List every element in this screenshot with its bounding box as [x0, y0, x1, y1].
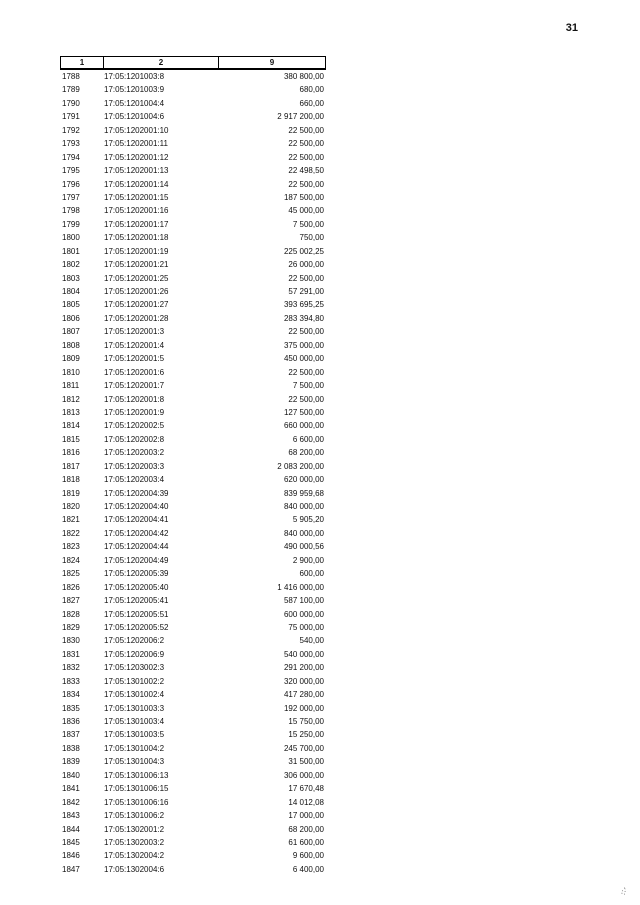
- amount-value: 22 500,00: [288, 139, 324, 149]
- cadastral-number: 17:05:1301002:4: [104, 690, 165, 700]
- row-number: 1838: [62, 743, 80, 753]
- amount-value: 680,00: [299, 85, 324, 95]
- cadastral-number: 17:05:1302004:2: [104, 851, 165, 861]
- amount-value: 450 000,00: [283, 354, 324, 364]
- amount-value: 192 000,00: [283, 703, 324, 713]
- row-number: 1795: [62, 166, 80, 176]
- table-row: [60, 446, 326, 459]
- amount-value: 31 500,00: [288, 757, 324, 767]
- table-row: [60, 191, 326, 204]
- table-row: [60, 581, 326, 594]
- cadastral-number: 17:05:1302003:2: [104, 837, 165, 847]
- table-row: [60, 755, 326, 768]
- table-row: [60, 83, 326, 96]
- row-number: 1793: [62, 139, 80, 149]
- row-number: 1806: [62, 313, 80, 323]
- table-row: [60, 164, 326, 177]
- row-number: 1842: [62, 797, 80, 807]
- amount-value: 57 291,00: [288, 287, 324, 296]
- cadastral-number: 17:05:1202001:7: [104, 381, 165, 391]
- row-number: 1836: [62, 717, 80, 726]
- amount-value: 127 500,00: [283, 407, 324, 417]
- row-number: 1841: [62, 784, 80, 794]
- table-row: [60, 728, 326, 741]
- amount-value: 22 500,00: [288, 327, 324, 337]
- cadastral-number: 17:05:1302001:2: [104, 824, 165, 834]
- row-number: 1829: [62, 622, 80, 632]
- table-row: [60, 661, 326, 674]
- amount-value: 2 917 200,00: [277, 112, 324, 122]
- amount-value: 15 750,00: [288, 717, 324, 726]
- table-row: [60, 339, 326, 352]
- cadastral-number: 17:05:1301004:2: [104, 743, 165, 753]
- amount-value: 840 000,00: [283, 502, 324, 511]
- row-number: 1840: [62, 770, 80, 780]
- amount-value: 600 000,00: [283, 609, 324, 619]
- table-row: [60, 419, 326, 432]
- amount-value: 187 500,00: [283, 192, 324, 202]
- table-row: [60, 487, 326, 500]
- cadastral-number: 17:05:1202005:40: [104, 582, 169, 592]
- row-number: 1813: [62, 407, 80, 417]
- cadastral-number: 17:05:1202002:5: [104, 421, 165, 431]
- header-col-9: 9: [269, 58, 275, 67]
- amount-value: 380 800,00: [283, 72, 324, 81]
- cadastral-number: 17:05:1301002:2: [104, 676, 165, 686]
- row-number: 1844: [62, 824, 80, 834]
- amount-value: 68 200,00: [288, 448, 324, 458]
- row-number: 1825: [62, 569, 80, 579]
- amount-value: 306 000,00: [283, 770, 324, 780]
- cadastral-number: 17:05:1202006:2: [104, 636, 165, 646]
- amount-value: 750,00: [299, 233, 324, 243]
- row-number: 1796: [62, 179, 80, 189]
- amount-value: 490 000,56: [283, 542, 324, 552]
- cadastral-number: 17:05:1202005:52: [104, 622, 169, 632]
- cadastral-number: 17:05:1202001:25: [104, 273, 169, 283]
- cadastral-number: 17:05:1202001:19: [104, 246, 169, 256]
- cadastral-number: 17:05:1202001:28: [104, 313, 169, 323]
- amount-value: 6 600,00: [292, 434, 324, 444]
- cadastral-number: 17:05:1301006:16: [104, 797, 169, 807]
- amount-value: 5 905,20: [292, 515, 324, 525]
- row-number: 1792: [62, 125, 80, 135]
- table-row: [60, 231, 326, 244]
- cadastral-number: 17:05:1301006:2: [104, 811, 165, 821]
- row-number: 1845: [62, 837, 80, 847]
- cadastral-number: 17:05:1202004:40: [104, 502, 169, 511]
- table-row: [60, 379, 326, 392]
- cadastral-number: 17:05:1202001:3: [104, 327, 165, 337]
- table-row: [60, 608, 326, 621]
- row-number: 1835: [62, 703, 80, 713]
- table-row: [60, 863, 326, 876]
- amount-value: 22 500,00: [288, 367, 324, 377]
- header-col-1: 1: [61, 57, 104, 68]
- cadastral-number: 17:05:1202004:41: [104, 515, 169, 525]
- row-number: 1790: [62, 98, 80, 108]
- table-row: [60, 648, 326, 661]
- row-number: 1788: [62, 72, 80, 81]
- table-row: [60, 809, 326, 822]
- cadastral-number: 17:05:1202001:21: [104, 260, 169, 270]
- row-number: 1801: [62, 246, 80, 256]
- cadastral-number: 17:05:1202002:8: [104, 434, 165, 444]
- table-row: [60, 742, 326, 755]
- cadastral-number: 17:05:1202003:3: [104, 461, 165, 471]
- row-number: 1827: [62, 596, 80, 606]
- amount-value: 245 700,00: [283, 743, 324, 753]
- row-number: 1846: [62, 851, 80, 861]
- row-number: 1847: [62, 864, 80, 874]
- cadastral-number: 17:05:1202001:10: [104, 125, 169, 135]
- table-row: [60, 352, 326, 365]
- amount-value: 9 600,00: [292, 851, 324, 861]
- amount-value: 7 500,00: [292, 381, 324, 391]
- table-row: [60, 554, 326, 567]
- table-row: [60, 702, 326, 715]
- amount-value: 22 500,00: [288, 394, 324, 404]
- amount-value: 61 600,00: [288, 837, 324, 847]
- table-row: [60, 285, 326, 298]
- row-number: 1791: [62, 112, 80, 122]
- table-row: [60, 325, 326, 338]
- row-number: 1797: [62, 192, 80, 202]
- table-row: [60, 675, 326, 688]
- table-row: [60, 823, 326, 836]
- table-row: [60, 366, 326, 379]
- cadastral-number: 17:05:1201003:9: [104, 85, 165, 95]
- row-number: 1811: [62, 381, 80, 391]
- table-row: [60, 540, 326, 553]
- table-row: [60, 796, 326, 809]
- amount-value: 393 695,25: [283, 300, 324, 310]
- row-number: 1833: [62, 676, 80, 686]
- cadastral-number: 17:05:1202001:18: [104, 233, 169, 243]
- cadastral-number: 17:05:1202004:39: [104, 488, 169, 498]
- amount-value: 22 498,50: [288, 166, 324, 176]
- table-row: [60, 836, 326, 849]
- amount-value: 320 000,00: [283, 676, 324, 686]
- cadastral-number: 17:05:1202001:5: [104, 354, 165, 364]
- cadastral-number: 17:05:1202001:14: [104, 179, 169, 189]
- table-row: [60, 124, 326, 137]
- table-row: [60, 621, 326, 634]
- cadastral-number: 17:05:1202003:4: [104, 475, 165, 485]
- amount-value: 375 000,00: [283, 340, 324, 350]
- cadastral-number: 17:05:1202005:51: [104, 609, 169, 619]
- table-row: [60, 715, 326, 728]
- row-number: 1799: [62, 219, 80, 229]
- amount-value: 2 900,00: [292, 555, 324, 565]
- cadastral-number: 17:05:1201003:8: [104, 72, 165, 81]
- cadastral-number: 17:05:1202001:8: [104, 394, 165, 404]
- row-number: 1807: [62, 327, 80, 337]
- table-row: [60, 97, 326, 110]
- amount-value: 6 400,00: [292, 864, 324, 874]
- row-number: 1800: [62, 233, 80, 243]
- corner-scan-mark: ·:·': [617, 886, 629, 898]
- row-number: 1789: [62, 85, 80, 95]
- amount-value: 660 000,00: [283, 421, 324, 431]
- header-col-2: 2: [104, 57, 219, 68]
- cadastral-number: 17:05:1202001:6: [104, 367, 165, 377]
- cadastral-number: 17:05:1201004:6: [104, 112, 165, 122]
- table-body: [60, 70, 326, 876]
- table-row: [60, 393, 326, 406]
- row-number: 1805: [62, 300, 80, 310]
- table-row: [60, 769, 326, 782]
- table-header: [60, 56, 326, 70]
- table-row: [60, 406, 326, 419]
- row-number: 1821: [62, 515, 80, 525]
- table-row: [60, 473, 326, 486]
- amount-value: 17 670,48: [288, 784, 324, 794]
- row-number: 1839: [62, 757, 80, 767]
- row-number: 1824: [62, 555, 80, 565]
- row-number: 1803: [62, 273, 80, 283]
- table-row: [60, 258, 326, 271]
- cadastral-number: 17:05:1202005:39: [104, 569, 169, 579]
- amount-value: 17 000,00: [288, 811, 324, 821]
- row-number: 1819: [62, 488, 80, 498]
- amount-value: 7 500,00: [292, 219, 324, 229]
- data-table: [60, 56, 326, 876]
- table-row: [60, 218, 326, 231]
- row-number: 1810: [62, 367, 80, 377]
- amount-value: 75 000,00: [288, 622, 324, 632]
- cadastral-number: 17:05:1202001:26: [104, 287, 169, 296]
- cadastral-number: 17:05:1202001:17: [104, 219, 169, 229]
- table-row: [60, 70, 326, 83]
- row-number: 1798: [62, 206, 80, 216]
- table-row: [60, 245, 326, 258]
- row-number: 1826: [62, 582, 80, 592]
- amount-value: 587 100,00: [283, 596, 324, 606]
- table-row: [60, 594, 326, 607]
- amount-value: 22 500,00: [288, 125, 324, 135]
- amount-value: 26 000,00: [288, 260, 324, 270]
- table-row: [60, 500, 326, 513]
- cadastral-number: 17:05:1301003:3: [104, 703, 165, 713]
- row-number: 1831: [62, 649, 80, 659]
- cadastral-number: 17:05:1301006:13: [104, 770, 169, 780]
- table-row: [60, 272, 326, 285]
- cadastral-number: 17:05:1202001:4: [104, 340, 165, 350]
- row-number: 1820: [62, 502, 80, 511]
- amount-value: 840 000,00: [283, 528, 324, 538]
- cadastral-number: 17:05:1302004:6: [104, 864, 165, 874]
- table-row: [60, 298, 326, 311]
- table-row: [60, 567, 326, 580]
- cadastral-number: 17:05:1202004:42: [104, 528, 169, 538]
- cadastral-number: 17:05:1301006:15: [104, 784, 169, 794]
- table-row: [60, 433, 326, 446]
- row-number: 1834: [62, 690, 80, 700]
- amount-value: 22 500,00: [288, 273, 324, 283]
- row-number: 1818: [62, 475, 80, 485]
- table-row: [60, 782, 326, 795]
- row-number: 1804: [62, 287, 80, 296]
- amount-value: 22 500,00: [288, 179, 324, 189]
- cadastral-number: 17:05:1202001:16: [104, 206, 169, 216]
- amount-value: 45 000,00: [288, 206, 324, 216]
- row-number: 1816: [62, 448, 80, 458]
- cadastral-number: 17:05:1202004:49: [104, 555, 169, 565]
- row-number: 1828: [62, 609, 80, 619]
- amount-value: 1 416 000,00: [277, 582, 324, 592]
- amount-value: 15 250,00: [288, 730, 324, 740]
- row-number: 1808: [62, 340, 80, 350]
- table-row: [60, 137, 326, 150]
- cadastral-number: 17:05:1202006:9: [104, 649, 165, 659]
- cadastral-number: 17:05:1202005:41: [104, 596, 169, 606]
- amount-value: 225 002,25: [283, 246, 324, 256]
- table-row: [60, 527, 326, 540]
- amount-value: 620 000,00: [283, 475, 324, 485]
- table-row: [60, 634, 326, 647]
- amount-value: 839 959,68: [283, 488, 324, 498]
- cadastral-number: 17:05:1202001:13: [104, 166, 169, 176]
- row-number: 1809: [62, 354, 80, 364]
- cadastral-number: 17:05:1202001:27: [104, 300, 169, 310]
- row-number: 1823: [62, 542, 80, 552]
- cadastral-number: 17:05:1301003:4: [104, 717, 165, 726]
- cadastral-number: 17:05:1202001:12: [104, 152, 169, 162]
- amount-value: 68 200,00: [288, 824, 324, 834]
- cadastral-number: 17:05:1202001:9: [104, 407, 165, 417]
- table-row: [60, 204, 326, 217]
- amount-value: 540,00: [299, 636, 324, 646]
- table-row: [60, 849, 326, 862]
- cadastral-number: 17:05:1202001:15: [104, 192, 169, 202]
- row-number: 1815: [62, 434, 80, 444]
- amount-value: 417 280,00: [283, 690, 324, 700]
- cadastral-number: 17:05:1202001:11: [104, 139, 168, 149]
- table-row: [60, 688, 326, 701]
- table-row: [60, 460, 326, 473]
- amount-value: 283 394,80: [283, 313, 324, 323]
- table-row: [60, 513, 326, 526]
- row-number: 1832: [62, 663, 80, 673]
- row-number: 1822: [62, 528, 80, 538]
- amount-value: 14 012,08: [288, 797, 324, 807]
- row-number: 1802: [62, 260, 80, 270]
- amount-value: 600,00: [299, 569, 324, 579]
- cadastral-number: 17:05:1301003:5: [104, 730, 165, 740]
- table-row: [60, 178, 326, 191]
- cadastral-number: 17:05:1203002:3: [104, 663, 165, 673]
- cadastral-number: 17:05:1202004:44: [104, 542, 169, 552]
- table-row: [60, 312, 326, 325]
- amount-value: 540 000,00: [283, 649, 324, 659]
- row-number: 1843: [62, 811, 80, 821]
- row-number: 1794: [62, 152, 80, 162]
- row-number: 1830: [62, 636, 80, 646]
- amount-value: 2 083 200,00: [277, 461, 324, 471]
- amount-value: 291 200,00: [283, 663, 324, 673]
- table-row: [60, 151, 326, 164]
- cadastral-number: 17:05:1202003:2: [104, 448, 165, 458]
- row-number: 1812: [62, 394, 80, 404]
- row-number: 1837: [62, 730, 80, 740]
- cadastral-number: 17:05:1201004:4: [104, 98, 165, 108]
- row-number: 1814: [62, 421, 80, 431]
- amount-value: 22 500,00: [288, 152, 324, 162]
- table-row: [60, 110, 326, 123]
- amount-value: 660,00: [299, 98, 324, 108]
- page-number: 31: [565, 22, 578, 34]
- cadastral-number: 17:05:1301004:3: [104, 757, 165, 767]
- row-number: 1817: [62, 461, 80, 471]
